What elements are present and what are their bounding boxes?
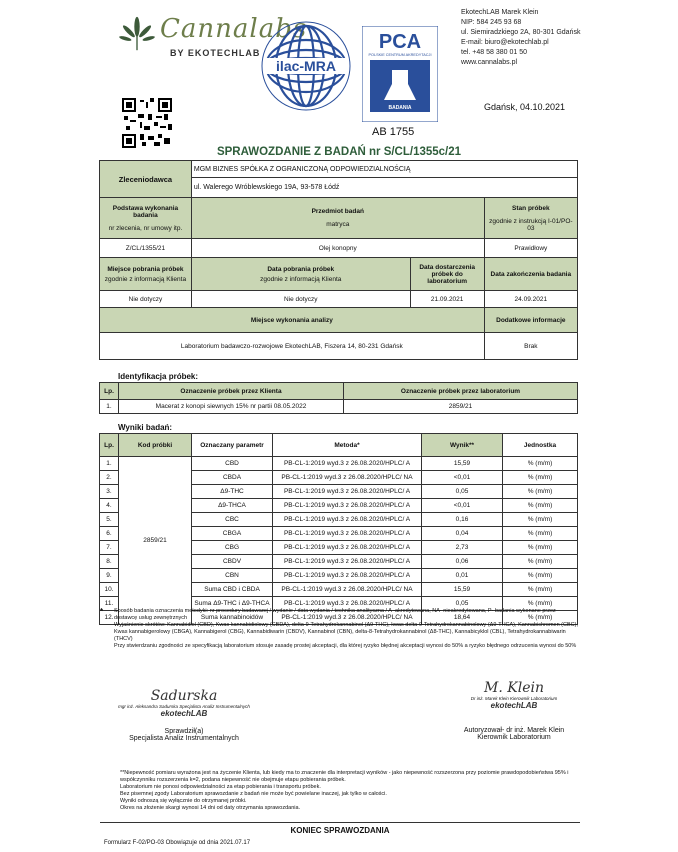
row-result: 0,01 — [422, 569, 503, 583]
row-result: 15,59 — [422, 583, 503, 597]
row-method: PB-CL-1:2019 wyd.3 z 26.08.2020/HPLC/ NA — [273, 611, 422, 625]
row-method: PB-CL-1:2019 wyd.3 z 26.08.2020/HPLC/ A — [273, 597, 422, 611]
basis-value-row — [100, 239, 578, 258]
signature-stamp: mgr inż. Aleksandra Sadurska Specjalista Analiz Instrumentalnych — [118, 704, 250, 709]
row-param: CBDA — [192, 471, 273, 485]
footnote: Laboratorium nie ponosi odpowiedzialności za etap pobierania i transportu próbek. — [120, 784, 321, 790]
sampling-header-row — [100, 258, 578, 291]
basis-h2-title: Przedmiot badań — [311, 208, 364, 215]
ident-lab: 2859/21 — [344, 400, 578, 414]
form-id: Formularz F-02/PO-03 Obowiązuje od dnia 2021.07.17 — [104, 840, 251, 846]
row-unit: % (m/m) — [503, 457, 578, 471]
row-param: CBD — [192, 457, 273, 471]
row-param: CBDV — [192, 555, 273, 569]
row-unit: % (m/m) — [503, 611, 578, 625]
basis-h1-title: Podstawa wykonania badania — [112, 204, 179, 219]
row-param: CBC — [192, 513, 273, 527]
row-result: <0,01 — [422, 471, 503, 485]
place-header-row — [100, 308, 578, 333]
report-title: SPRAWOZDANIE Z BADAŃ nr S/CL/1355c/21 — [216, 146, 462, 158]
row-method: PB-CL-1:2019 wyd.3 z 26.08.2020/HPLC/ A — [273, 457, 422, 471]
row-unit: % (m/m) — [503, 569, 578, 583]
row-method: PB-CL-1:2019 wyd.3 z 26.08.2020/HPLC/ A — [273, 569, 422, 583]
row-param: Suma Δ9-THC i Δ9-THCA — [192, 597, 273, 611]
row-method: PB-CL-1:2019 wyd.3 z 26.08.2020/HPLC/ A — [273, 499, 422, 513]
results-h-method: Metoda* — [273, 434, 422, 457]
basis-v3: Prawidłowy — [484, 239, 577, 258]
client-label: Zleceniodawca — [100, 161, 192, 198]
row-method: PB-CL-1:2019 wyd.3 z 26.08.2020/HPLC/ A — [273, 527, 422, 541]
basis-v1: Z/CL/1355/21 — [100, 239, 192, 258]
place-v2: Brak — [484, 333, 577, 360]
signature-stamp: Dr inż. Marek Klein Kierownik Laboratorium — [470, 696, 558, 701]
results-body — [100, 457, 578, 625]
sampling-value-row — [100, 291, 578, 308]
results-h-lp: Lp. — [100, 434, 119, 457]
lab-line: NIP: 584 245 93 68 — [461, 19, 522, 26]
basis-h3-sub: zgodnie z instrukcją I-01/PO-03 — [489, 217, 573, 232]
ident-table — [99, 382, 578, 414]
row-unit: % (m/m) — [503, 541, 578, 555]
sampling-h1-title: Miejsce pobrania próbek — [107, 265, 184, 273]
lab-line: www.cannalabs.pl — [461, 59, 518, 66]
signature-role: Autoryzował- dr inż. Marek Klein — [463, 727, 565, 734]
row-lp: 4. — [100, 499, 119, 513]
basis-h3-title: Stan próbek — [512, 204, 550, 212]
sample-code: 2859/21 — [119, 457, 192, 625]
lab-line: tel. +48 58 380 01 50 — [461, 49, 527, 56]
brand-logo: Cannalabs — [160, 14, 308, 44]
row-lp: 12. — [100, 611, 119, 625]
place-value-row — [100, 333, 578, 360]
row-result: 18,64 — [422, 611, 503, 625]
row-result: 0,16 — [422, 513, 503, 527]
row-param: CBN — [192, 569, 273, 583]
asterisk-icon: * — [100, 607, 104, 616]
row-unit: % (m/m) — [503, 499, 578, 513]
row-lp: 2. — [100, 471, 119, 485]
row-unit: % (m/m) — [503, 471, 578, 485]
notes — [100, 608, 580, 650]
row-result: 0,04 — [422, 527, 503, 541]
row-result: 0,05 — [422, 485, 503, 499]
row-param: CBG — [192, 541, 273, 555]
lab-line: ul. Siemiradzkiego 2A, 80-301 Gdańsk — [461, 29, 581, 36]
pca-label: PCA — [378, 31, 422, 53]
row-param: Suma CBD i CBDA — [192, 583, 273, 597]
row-param: Δ9-THC — [192, 485, 273, 499]
place-v1: Laboratorium badawczo-rozwojowe EkotechLAB, Fiszera 14, 80-231 Gdańsk — [100, 333, 485, 360]
place-h1: Miejsce wykonania analizy — [100, 308, 485, 333]
row-unit: % (m/m) — [503, 555, 578, 569]
client-row — [100, 161, 578, 178]
results-section-title: Wyniki badań: — [118, 423, 173, 432]
sampling-h2-title: Data pobrania próbek — [267, 265, 335, 273]
sampling-h2-sub: zgodnie z informacją Klienta — [260, 275, 342, 283]
ident-client: Macerat z konopi siewnych 15% nr partii 08.05.2022 — [119, 400, 344, 414]
ident-h-lab: Oznaczenie próbek przez laboratorium — [344, 383, 578, 400]
pca-badge-label: BADANIA — [388, 105, 412, 111]
sampling-h3: Data dostarczenia próbek do laboratorium — [410, 258, 484, 291]
accreditation-number: AB 1755 — [372, 126, 415, 138]
row-result: 0,05 — [422, 597, 503, 611]
client-info-table — [99, 160, 578, 360]
basis-h3 — [484, 198, 577, 239]
stamp-brand: ekotechLAB — [160, 709, 208, 718]
signature-scribble: M. Klein — [484, 680, 544, 696]
sampling-v1: Nie dotyczy — [100, 291, 192, 308]
ident-h-client: Oznaczenie próbek przez Klienta — [119, 383, 344, 400]
row-unit: % (m/m) — [503, 527, 578, 541]
ident-header-row — [100, 383, 578, 400]
report-date: Gdańsk, 04.10.2021 — [484, 102, 566, 112]
sampling-h2 — [191, 258, 410, 291]
row-method: PB-CL-1:2019 wyd.3 z 26.08.2020/HPLC/ A — [273, 485, 422, 499]
row-param: Suma kannabinoidów — [192, 611, 273, 625]
row-method: PB-CL-1:2019 wyd.3 z 26.08.2020/HPLC/ A — [273, 555, 422, 569]
footnote: Wyniki odnoszą się wyłącznie do otrzymanej próbki. — [120, 798, 247, 804]
report-end: KONIEC SPRAWOZDANIA — [100, 822, 580, 835]
results-h-param: Oznaczany parametr — [192, 434, 273, 457]
row-result: 2,73 — [422, 541, 503, 555]
lab-info — [461, 8, 580, 68]
signature-title: Specjalista Analiz Instrumentalnych — [129, 735, 239, 742]
ilac-mra-logo — [258, 18, 354, 114]
note-text: Przy stwierdzaniu zgodności ze specyfikacją laboratorium stosuje zasadę prostej akceptacji, dla której ryzyko błędnej akceptacji wynosi do 50% a ryzyko błędnego odrzucenia wynosi do 50% — [114, 643, 577, 649]
results-h-unit: Jednostka — [503, 434, 578, 457]
row-unit: % (m/m) — [503, 597, 578, 611]
row-lp: 3. — [100, 485, 119, 499]
lab-line: EkotechLAB Marek Klein — [461, 9, 539, 16]
row-result: 0,06 — [422, 555, 503, 569]
row-unit: % (m/m) — [503, 583, 578, 597]
row-result: <0,01 — [422, 499, 503, 513]
client-address: ul. Walerego Wróblewskiego 19A, 93-578 Łódź — [191, 178, 577, 198]
basis-h2-sub: matryca — [326, 221, 350, 228]
cannabis-leaf-icon — [118, 16, 156, 52]
signature-right — [444, 680, 584, 741]
basis-v2: Olej konopny — [191, 239, 484, 258]
row-unit: % (m/m) — [503, 485, 578, 499]
results-table — [99, 433, 578, 625]
brand-sub: BY EKOTECHLAB — [170, 48, 261, 58]
footnotes — [120, 770, 580, 812]
note-text: Wyjaśnienie skrótów: Kannabidiol (CBD), Kwas kannabidiolowy (CBDA), delta-9-Tetrahydrokannabinol (Δ9-THC), kwas delta-9-Tetrahydrokannabinolowy (Δ9-THCA), Kannabichromen (CBC), Kwas kannabigerolowy (CBGA), Kannabigerol (CBG), Kannabidiwarin (CBDV), Kannabinol (CBN), delta-8-Tetrahydrokannabinol (Δ8-THC), Kannabicyklol (CBL), Tetrahydrokannabiwarin (THCV) — [114, 622, 578, 642]
note-text: Sposób badania oznaczenia metodyki: nr procedury badawczej / wydanie / data wydania / technika analityczna / A -akredytowana, NA- nieakredytowana, P- badania wykonane przez dostawcę usług zewnętrznych — [114, 608, 556, 621]
sampling-h1-sub: zgodnie z informacją Klienta — [104, 275, 187, 283]
footnote: Okres na złożenie skargi wynosi 14 dni od daty otrzymania sprawozdania. — [120, 805, 301, 811]
footnote: Bez pisemnej zgody Laboratorium sprawozdanie z badań nie może być powielane inaczej, jak tylko w całości. — [120, 791, 387, 797]
row-lp: 9. — [100, 569, 119, 583]
client-name: MGM BIZNES SPÓŁKA Z OGRANICZONĄ ODPOWIEDZIALNOŚCIĄ — [191, 161, 577, 178]
signature-left — [104, 688, 264, 742]
sampling-v3: 21.09.2021 — [410, 291, 484, 308]
qr-code[interactable] — [122, 98, 172, 148]
ilac-label: ilac-MRA — [276, 58, 336, 74]
row-param: CBGA — [192, 527, 273, 541]
row-lp: 8. — [100, 555, 119, 569]
signature-title: Kierownik Laboratorium — [477, 734, 551, 741]
basis-h2 — [191, 198, 484, 239]
ident-h-lp: Lp. — [100, 383, 119, 400]
basis-h1-sub: nr zlecenia, nr umowy itp. — [108, 224, 183, 232]
row-unit: % (m/m) — [503, 513, 578, 527]
signature-role: Sprawdził(a) — [164, 728, 204, 735]
sampling-h1 — [100, 258, 192, 291]
row-lp: 11. — [100, 597, 119, 611]
ident-section-title: Identyfikacja próbek: — [118, 372, 199, 381]
pca-badge — [362, 26, 438, 122]
footnote: **Niepewność pomiaru wyrażona jest na życzenie Klienta, lub kiedy ma to znaczenie dla interpretacji wyników - jako niepewność rozszerzona przy poziomie prawdopodobieństwa 95% i współczynniku rozszerzenia k=2, podana niepewność nie obejmuje etapu pobierania próbek. — [120, 770, 569, 783]
place-h2: Dodatkowe informacje — [484, 308, 577, 333]
results-h-code: Kod próbki — [119, 434, 192, 457]
ident-row — [100, 400, 578, 414]
signature-scribble: Sadurska — [150, 688, 218, 704]
results-h-result: Wynik** — [422, 434, 503, 457]
row-method: PB-CL-1:2019 wyd.3 z 26.08.2020/HPLC/ NA — [273, 471, 422, 485]
row-lp: 1. — [100, 457, 119, 471]
pca-sub: POLSKIE CENTRUM AKREDYTACJI — [368, 53, 432, 57]
sampling-v4: 24.09.2021 — [484, 291, 577, 308]
row-lp: 5. — [100, 513, 119, 527]
row-method: PB-CL-1:2019 wyd.3 z 26.08.2020/HPLC/ A — [273, 513, 422, 527]
note-1 — [100, 608, 580, 622]
row-method: PB-CL-1:2019 wyd.3 z 26.08.2020/HPLC/ A — [273, 541, 422, 555]
basis-h1 — [100, 198, 192, 239]
sampling-v2: Nie dotyczy — [191, 291, 410, 308]
results-header-row — [100, 434, 578, 457]
sampling-h4: Data zakończenia badania — [484, 258, 577, 291]
basis-header-row — [100, 198, 578, 239]
row-lp: 6. — [100, 527, 119, 541]
row-param: Δ9-THCA — [192, 499, 273, 513]
row-lp: 10. — [100, 583, 119, 597]
table-row — [100, 457, 578, 471]
lab-line: E-mail: biuro@ekotechlab.pl — [461, 39, 549, 46]
row-lp: 7. — [100, 541, 119, 555]
ident-lp: 1. — [100, 400, 119, 414]
stamp-brand: ekotechLAB — [490, 701, 538, 710]
row-method: PB-CL-1:2019 wyd.3 z 26.08.2020/HPLC/ NA — [273, 583, 422, 597]
row-result: 15,59 — [422, 457, 503, 471]
